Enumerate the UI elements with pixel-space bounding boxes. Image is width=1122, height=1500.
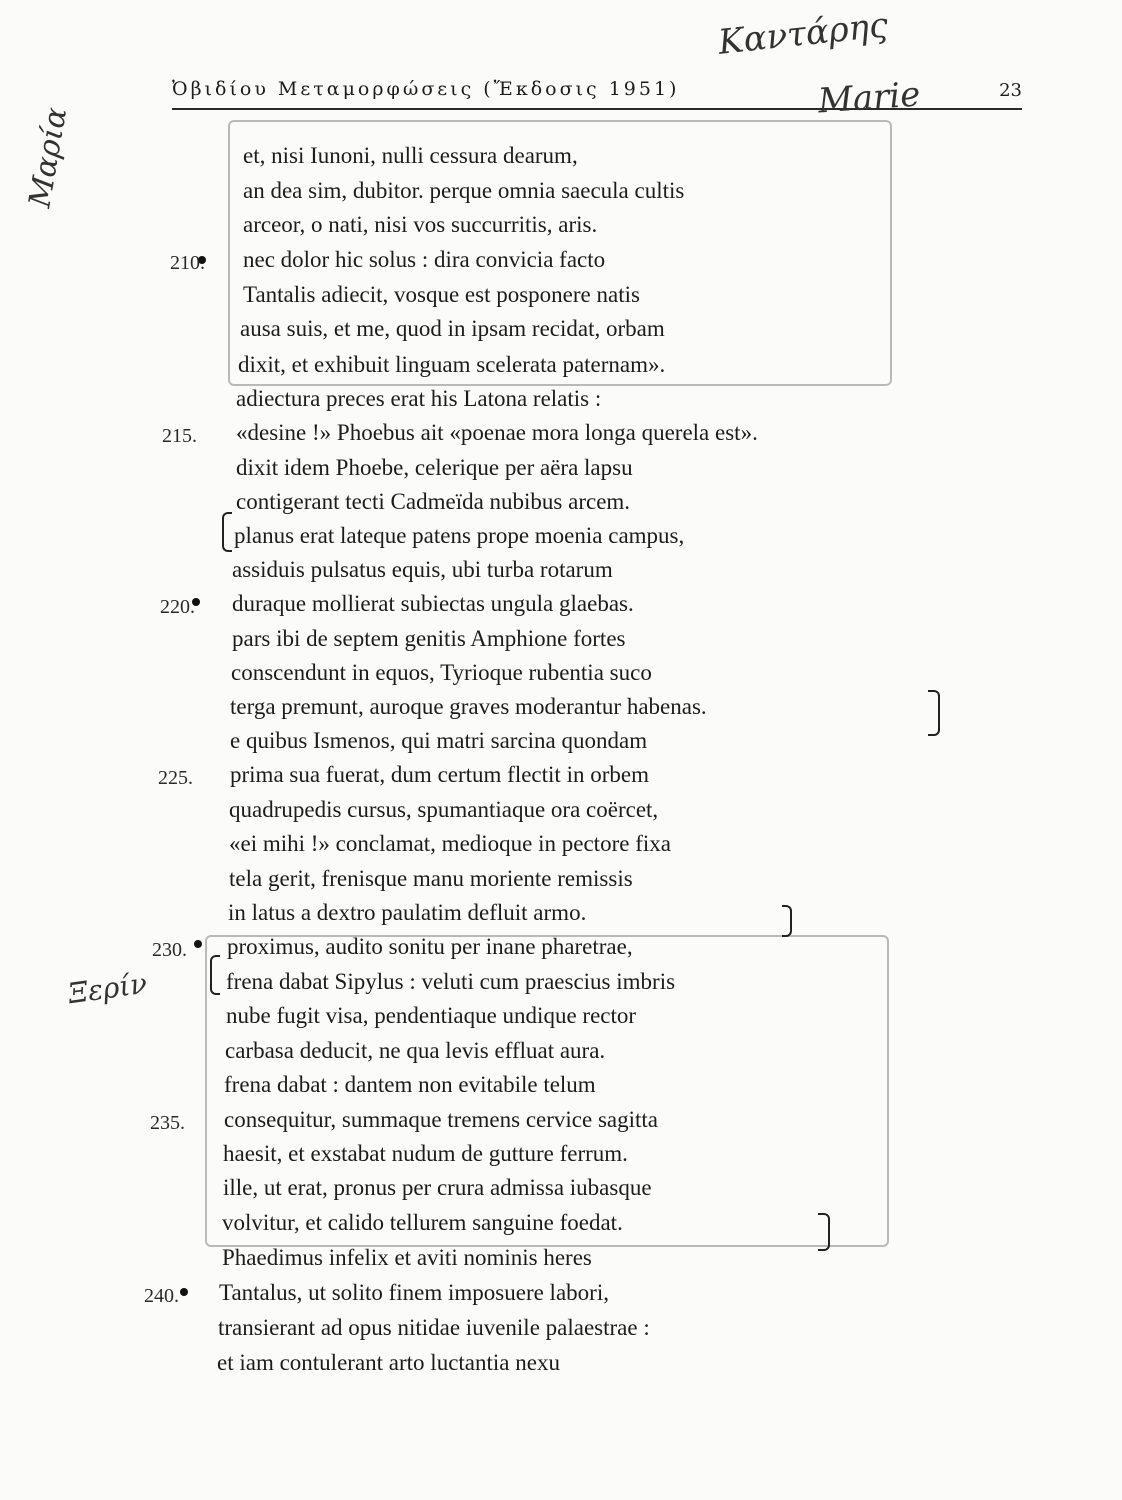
verse-line: terga premunt, auroque graves moderantur habenas. xyxy=(230,694,707,719)
verse-line: duraque mollierat subiectas ungula glaebas. xyxy=(232,591,634,616)
verse-line: dixit idem Phoebe, celerique per aëra lapsu xyxy=(236,455,633,480)
annotation-top-right: Καντάρης xyxy=(716,5,890,63)
line-number: 225. xyxy=(158,767,193,789)
line-number: 235. xyxy=(150,1112,185,1134)
verse-line: transierant ad opus nitidae iuvenile palaestrae : xyxy=(218,1315,650,1340)
verse-line: consequitur, summaque tremens cervice sagitta xyxy=(224,1107,659,1132)
verse-line: contigerant tecti Cadmeïda nubibus arcem. xyxy=(236,489,631,514)
verse-line: «desine !» Phoebus ait «poenae mora longa querela est». xyxy=(236,420,758,445)
bracket-left-1 xyxy=(222,512,232,552)
verse-line: Phaedimus infelix et aviti nominis heres xyxy=(222,1245,592,1270)
page-number: 23 xyxy=(999,80,1022,101)
verse-line: frena dabat : dantem non evitabile telum xyxy=(224,1072,596,1097)
verse-line: adiectura preces erat his Latona relatis : xyxy=(236,386,602,411)
verse-line: proximus, audito sonitu per inane pharetrae, xyxy=(227,934,633,959)
verse-line: an dea sim, dubitor. perque omnia saecula cultis xyxy=(243,178,685,203)
bracket-right-1 xyxy=(928,690,940,736)
ink-dot xyxy=(180,1288,188,1296)
verse-line: e quibus Ismenos, qui matri sarcina quondam xyxy=(230,728,648,753)
verse-line: planus erat lateque patens prope moenia campus, xyxy=(234,523,685,548)
annotation-name: Marie xyxy=(816,74,922,122)
verse-line: volvitur, et calido tellurem sanguine foedat. xyxy=(222,1210,623,1235)
verse-line: pars ibi de septem genitis Amphione fortes xyxy=(232,626,626,651)
verse-line: Tantalis adiecit, vosque est posponere natis xyxy=(243,282,640,307)
verse-line: conscendunt in equos, Tyrioque rubentia suco xyxy=(231,660,652,685)
line-number: 240. xyxy=(144,1285,179,1307)
line-number: 210. xyxy=(170,252,205,274)
verse-line: ille, ut erat, pronus per crura admissa iubasque xyxy=(223,1175,652,1200)
line-number: 220. xyxy=(160,596,195,618)
verse-line: ausa suis, et me, quod in ipsam recidat, orbam xyxy=(240,316,665,341)
verse-line: Tantalus, ut solito finem imposuere labori, xyxy=(219,1280,609,1305)
line-number: 230. xyxy=(152,939,187,961)
verse-line: haesit, et exstabat nudum de gutture ferrum. xyxy=(223,1141,628,1166)
verse-line: carbasa deducit, ne qua levis effluat aura. xyxy=(225,1038,606,1063)
bracket-right-2 xyxy=(782,905,792,937)
ink-dot xyxy=(194,940,202,948)
verse-line: prima sua fuerat, dum certum flectit in orbem xyxy=(230,762,649,787)
verse-line: dixit, et exhibuit linguam scelerata paternam». xyxy=(238,352,666,377)
verse-line: in latus a dextro paulatim defluit armo. xyxy=(228,900,587,925)
verse-line: tela gerit, frenisque manu moriente remissis xyxy=(229,866,633,891)
verse-line: arceor, o nati, nisi vos succurritis, aris. xyxy=(243,212,598,237)
verse-line: nube fugit visa, pendentiaque undique rector xyxy=(226,1003,637,1028)
line-number: 215. xyxy=(162,425,197,447)
verse-line: et, nisi Iunoni, nulli cessura dearum, xyxy=(243,143,578,168)
annotation-left-margin-2: Ξερίν xyxy=(66,966,150,1011)
verse-line: quadrupedis cursus, spumantiaque ora coërcet, xyxy=(229,797,659,822)
annotation-left-margin: Μαρία xyxy=(22,104,75,211)
bracket-left-2 xyxy=(210,955,220,995)
header-title: Ὀβιδίου Μεταμορφώσεις (Ἔκδοσις 1951) xyxy=(172,78,680,100)
verse-line: assiduis pulsatus equis, ubi turba rotarum xyxy=(232,557,613,582)
verse-line: et iam contulerant arto luctantia nexu xyxy=(217,1350,560,1375)
verse-line: nec dolor hic solus : dira convicia facto xyxy=(243,247,606,272)
verse-line: «ei mihi !» conclamat, medioque in pectore fixa xyxy=(229,831,671,856)
bracket-right-3 xyxy=(818,1213,830,1251)
verse-line: frena dabat Sipylus : veluti cum praescius imbris xyxy=(226,969,676,994)
